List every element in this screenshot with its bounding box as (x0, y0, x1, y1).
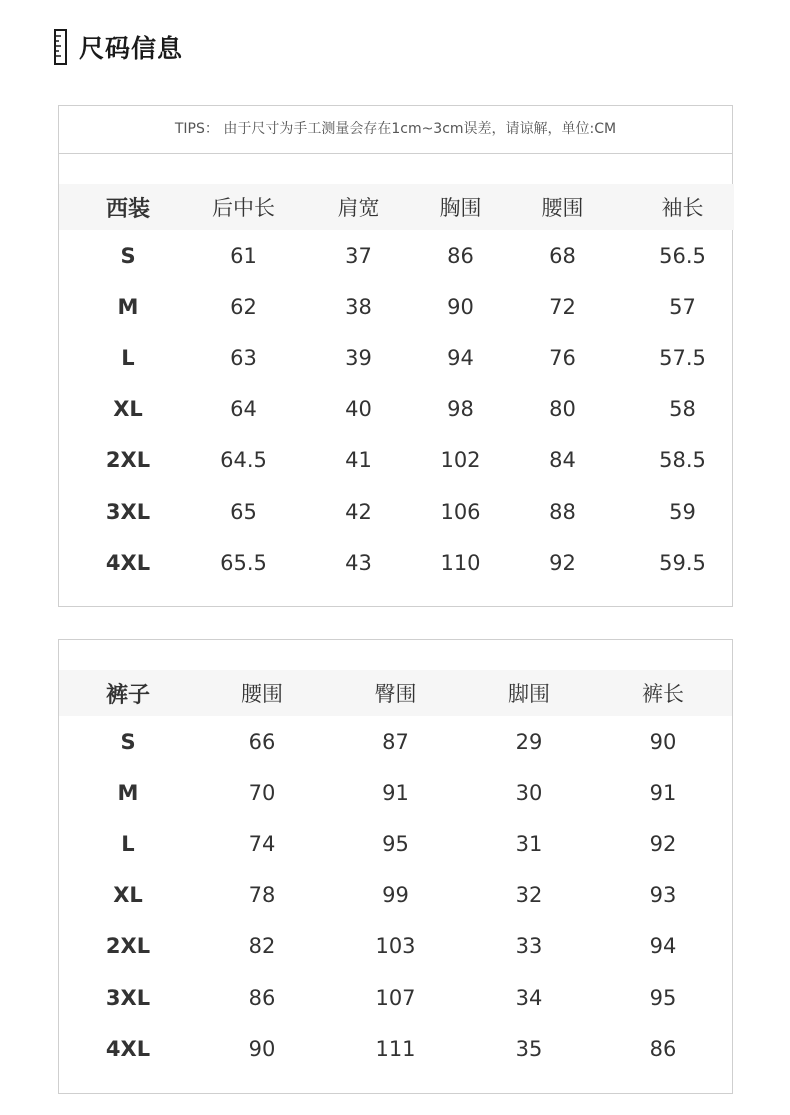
table-header-cell: 裤子 (59, 670, 197, 716)
table-cell: 32 (515, 883, 543, 908)
table-cell: 90 (248, 1036, 276, 1061)
table-cell: 106 (440, 499, 481, 524)
table-row (59, 921, 732, 972)
table-cell: 30 (515, 780, 543, 805)
table-cell: 86 (649, 1036, 677, 1061)
table-cell: 84 (549, 448, 576, 473)
size-label: 4XL (105, 550, 151, 575)
table-cell: 107 (375, 985, 416, 1010)
size-label: 4XL (105, 1036, 151, 1061)
table-cell: 31 (515, 831, 543, 856)
table-header-cell: 裤长 (594, 670, 732, 716)
table-header-row (59, 670, 732, 716)
table-cell: 90 (649, 729, 677, 754)
table-cell: 39 (345, 345, 372, 370)
table-cell: 91 (382, 780, 409, 805)
size-label: S (120, 729, 136, 754)
table-row (59, 716, 732, 767)
table-cell: 70 (248, 780, 276, 805)
table-cell: 78 (248, 883, 276, 908)
suit-size-panel (58, 105, 733, 607)
table-header-cell: 腰围 (494, 184, 631, 230)
table-cell: 65.5 (220, 550, 267, 575)
table-row (59, 435, 734, 486)
table-cell: 87 (382, 729, 409, 754)
table-cell: 86 (248, 985, 276, 1010)
table-cell: 80 (549, 397, 576, 422)
table-row (59, 281, 734, 332)
table-cell: 38 (345, 294, 372, 319)
table-cell: 98 (447, 397, 474, 422)
table-cell: 66 (248, 729, 276, 754)
table-cell: 43 (345, 550, 372, 575)
table-cell: 95 (649, 985, 677, 1010)
table-cell: 82 (248, 934, 276, 959)
table-cell: 68 (549, 243, 576, 268)
table-cell: 34 (515, 985, 543, 1010)
table-header-row (59, 184, 734, 230)
table-header-cell: 腰围 (197, 670, 327, 716)
table-row (59, 384, 734, 435)
table-cell: 92 (549, 550, 576, 575)
size-label: M (117, 294, 139, 319)
size-label: L (121, 831, 135, 856)
table-row (59, 818, 732, 869)
table-cell: 88 (549, 499, 576, 524)
table-cell: 99 (382, 883, 409, 908)
table-cell: 94 (649, 934, 677, 959)
table-row (59, 332, 734, 383)
table-cell: 33 (515, 934, 543, 959)
size-label: XL (113, 883, 143, 908)
size-label: XL (113, 397, 143, 422)
table-cell: 63 (230, 345, 257, 370)
table-cell: 57.5 (659, 345, 706, 370)
pants-size-table (59, 670, 732, 1074)
size-label: 3XL (105, 499, 151, 524)
section-heading (54, 28, 183, 66)
table-row (59, 972, 732, 1023)
table-cell: 29 (515, 729, 543, 754)
table-cell: 37 (345, 243, 372, 268)
table-cell: 72 (549, 294, 576, 319)
size-label: 3XL (105, 985, 151, 1010)
table-cell: 110 (440, 550, 481, 575)
table-cell: 65 (230, 499, 257, 524)
table-cell: 58.5 (659, 448, 706, 473)
table-header-cell: 胸围 (427, 184, 494, 230)
table-cell: 91 (649, 780, 677, 805)
suit-size-table (59, 184, 734, 588)
table-cell: 59 (669, 499, 696, 524)
table-cell: 94 (447, 345, 474, 370)
table-cell: 62 (230, 294, 257, 319)
size-label: 2XL (105, 448, 151, 473)
size-label: M (117, 780, 139, 805)
ruler-icon (54, 29, 67, 65)
table-cell: 103 (375, 934, 416, 959)
table-cell: 86 (447, 243, 474, 268)
table-header-cell: 西装 (59, 184, 197, 230)
table-row (59, 486, 734, 537)
table-cell: 42 (345, 499, 372, 524)
page-title: 尺码信息 (79, 34, 184, 63)
table-cell: 74 (248, 831, 276, 856)
table-cell: 93 (649, 883, 677, 908)
table-cell: 102 (440, 448, 481, 473)
size-label: S (120, 243, 136, 268)
table-header-cell: 肩宽 (290, 184, 427, 230)
table-cell: 40 (345, 397, 372, 422)
size-label: L (121, 345, 135, 370)
tips-note: TIPS： 由于尺寸为手工测量会存在1cm~3cm误差，请谅解，单位:CM (59, 106, 732, 154)
table-cell: 76 (549, 345, 576, 370)
table-cell: 58 (669, 397, 696, 422)
table-cell: 56.5 (659, 243, 706, 268)
table-cell: 41 (345, 448, 372, 473)
table-row (59, 767, 732, 818)
table-cell: 90 (447, 294, 474, 319)
table-cell: 64.5 (220, 448, 267, 473)
table-header-cell: 臀围 (327, 670, 464, 716)
table-row (59, 1023, 732, 1074)
table-cell: 92 (649, 831, 677, 856)
table-row (59, 230, 734, 281)
table-cell: 35 (515, 1036, 543, 1061)
table-row (59, 870, 732, 921)
table-cell: 59.5 (659, 550, 706, 575)
table-header-cell: 后中长 (197, 184, 290, 230)
table-cell: 61 (230, 243, 257, 268)
table-cell: 111 (375, 1036, 416, 1061)
pants-size-panel (58, 639, 733, 1094)
table-row (59, 537, 734, 588)
table-cell: 64 (230, 397, 257, 422)
table-header-cell: 袖长 (631, 184, 734, 230)
table-cell: 95 (382, 831, 409, 856)
table-cell: 57 (669, 294, 696, 319)
table-header-cell: 脚围 (464, 670, 594, 716)
size-label: 2XL (105, 934, 151, 959)
